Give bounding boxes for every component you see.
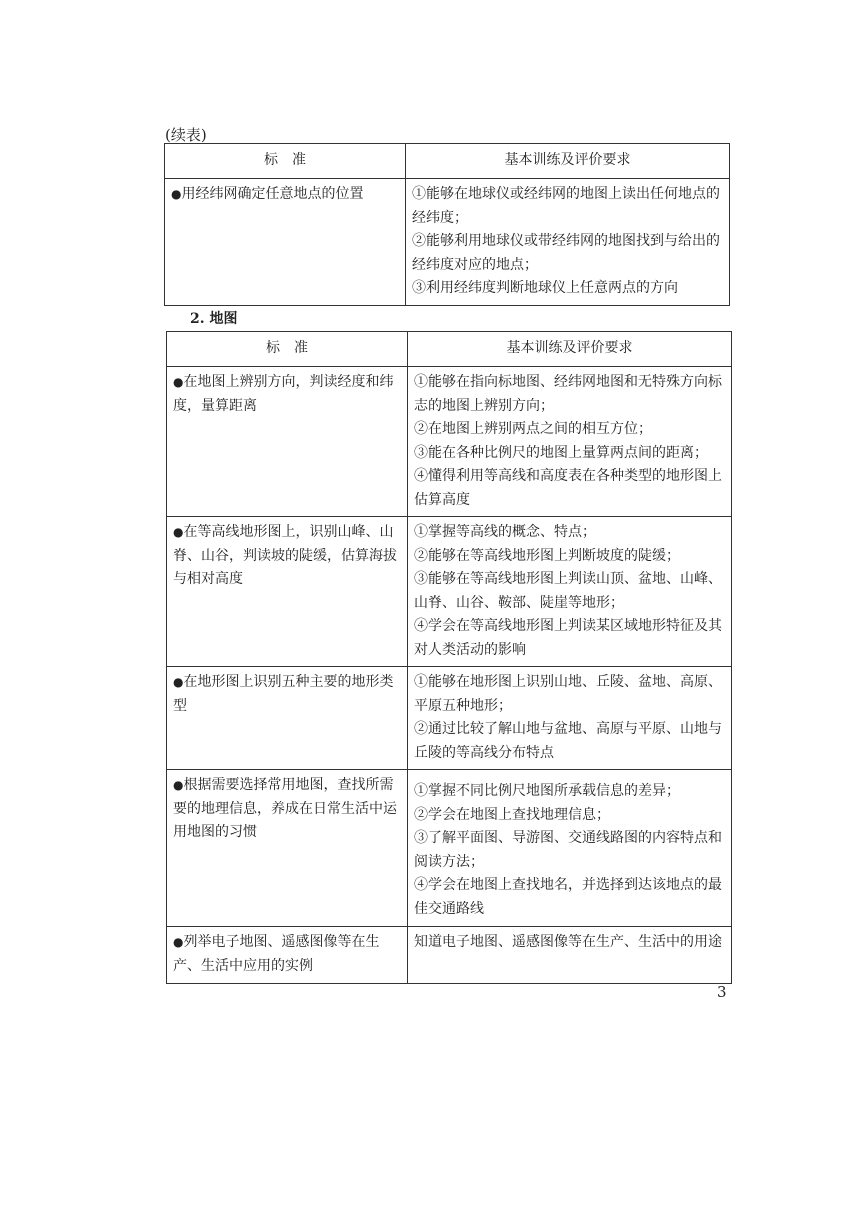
table-row [167, 927, 732, 984]
header-requirements: 基本训练及评价要求 [408, 332, 732, 367]
bullet-icon [173, 777, 183, 793]
requirement-item: ③能够在等高线地形图上判读山顶、盆地、山峰、山脊、山谷、鞍部、陡崖等地形； [414, 571, 722, 611]
standards-table-1 [164, 143, 730, 306]
requirement-item: ④学会在地图上查找地名，并选择到达该地点的最佳交通路线 [414, 877, 722, 917]
requirement-item: ②能够在等高线地形图上判断坡度的陡缓； [414, 547, 680, 564]
bullet-icon [173, 524, 183, 540]
requirement-item: ④懂得利用等高线和高度表在各种类型的地形图上估算高度 [414, 468, 722, 508]
standard-text: 列举电子地图、遥感图像等在生产、生活中应用的实例 [173, 934, 380, 974]
requirement-item: ①掌握等高线的概念、特点； [414, 524, 596, 540]
standard-cell [165, 179, 406, 306]
page-number: 3 [717, 983, 727, 1001]
bullet-icon [173, 374, 183, 390]
table-row [165, 179, 730, 306]
requirements-cell [408, 517, 732, 667]
table-header-row [165, 144, 730, 179]
requirement-item: ③了解平面图、导游图、交通线路图的内容特点和阅读方法； [414, 830, 722, 870]
standards-table-2 [166, 331, 732, 984]
requirement-item: 知道电子地图、遥感图像等在生产、生活中的用途 [414, 934, 722, 950]
section-title: 2. 地图 [190, 311, 238, 327]
requirement-item: ③能在各种比例尺的地图上量算两点间的距离； [414, 444, 708, 461]
requirements-cell [408, 927, 732, 984]
standard-text: 在等高线地形图上，识别山峰、山脊、山谷，判读坡的陡缓，估算海拔与相对高度 [173, 524, 397, 587]
continued-label: (续表) [165, 126, 207, 144]
requirement-item: ②能够利用地球仪或带经纬网的地图找到与给出的经纬度对应的地点； [412, 233, 720, 273]
requirements-cell [408, 367, 732, 517]
requirement-item: ②在地图上辨别两点之间的相互方位； [414, 421, 652, 437]
standard-cell [167, 667, 408, 770]
requirement-item: ②通过比较了解山地与盆地、高原与平原、山地与丘陵的等高线分布特点 [414, 721, 722, 761]
requirement-item: ②学会在地图上查找地理信息； [414, 806, 610, 823]
requirement-item: ④学会在等高线地形图上判读某区域地形特征及其对人类活动的影响 [414, 618, 722, 658]
requirement-item: ③利用经纬度判断地球仪上任意两点的方向 [412, 280, 678, 296]
table-row [167, 667, 732, 770]
requirement-item: ①能够在地形图上识别山地、丘陵、盆地、高原、平原五种地形； [414, 674, 722, 714]
header-standard: 标 准 [165, 144, 406, 179]
requirement-item: ①能够在指向标地图、经纬网地图和无特殊方向标志的地图上辨别方向； [414, 374, 722, 414]
standard-cell [167, 927, 408, 984]
table-row [167, 770, 732, 927]
standard-text: 根据需要选择常用地图，查找所需要的地理信息，养成在日常生活中运用地图的习惯 [173, 777, 397, 840]
table-row [167, 517, 732, 667]
header-requirements: 基本训练及评价要求 [406, 144, 730, 179]
header-standard: 标 准 [167, 332, 408, 367]
table-header-row [167, 332, 732, 367]
standard-cell [167, 770, 408, 927]
standard-text: 在地形图上识别五种主要的地形类型 [173, 674, 394, 714]
requirement-item: ①掌握不同比例尺地图所承载信息的差异； [414, 783, 680, 799]
standard-cell [167, 517, 408, 667]
requirements-cell [408, 667, 732, 770]
bullet-icon [171, 186, 181, 202]
bullet-icon [173, 934, 183, 950]
requirements-cell [408, 770, 732, 927]
bullet-icon [173, 674, 183, 690]
standard-text: 在地图上辨别方向，判读经度和纬度，量算距离 [173, 374, 394, 414]
requirement-item: ①能够在地球仪或经纬网的地图上读出任何地点的经纬度； [412, 186, 720, 226]
standard-text: 用经纬网确定任意地点的位置 [181, 186, 364, 202]
table-row [167, 367, 732, 517]
requirements-cell [406, 179, 730, 306]
standard-cell [167, 367, 408, 517]
